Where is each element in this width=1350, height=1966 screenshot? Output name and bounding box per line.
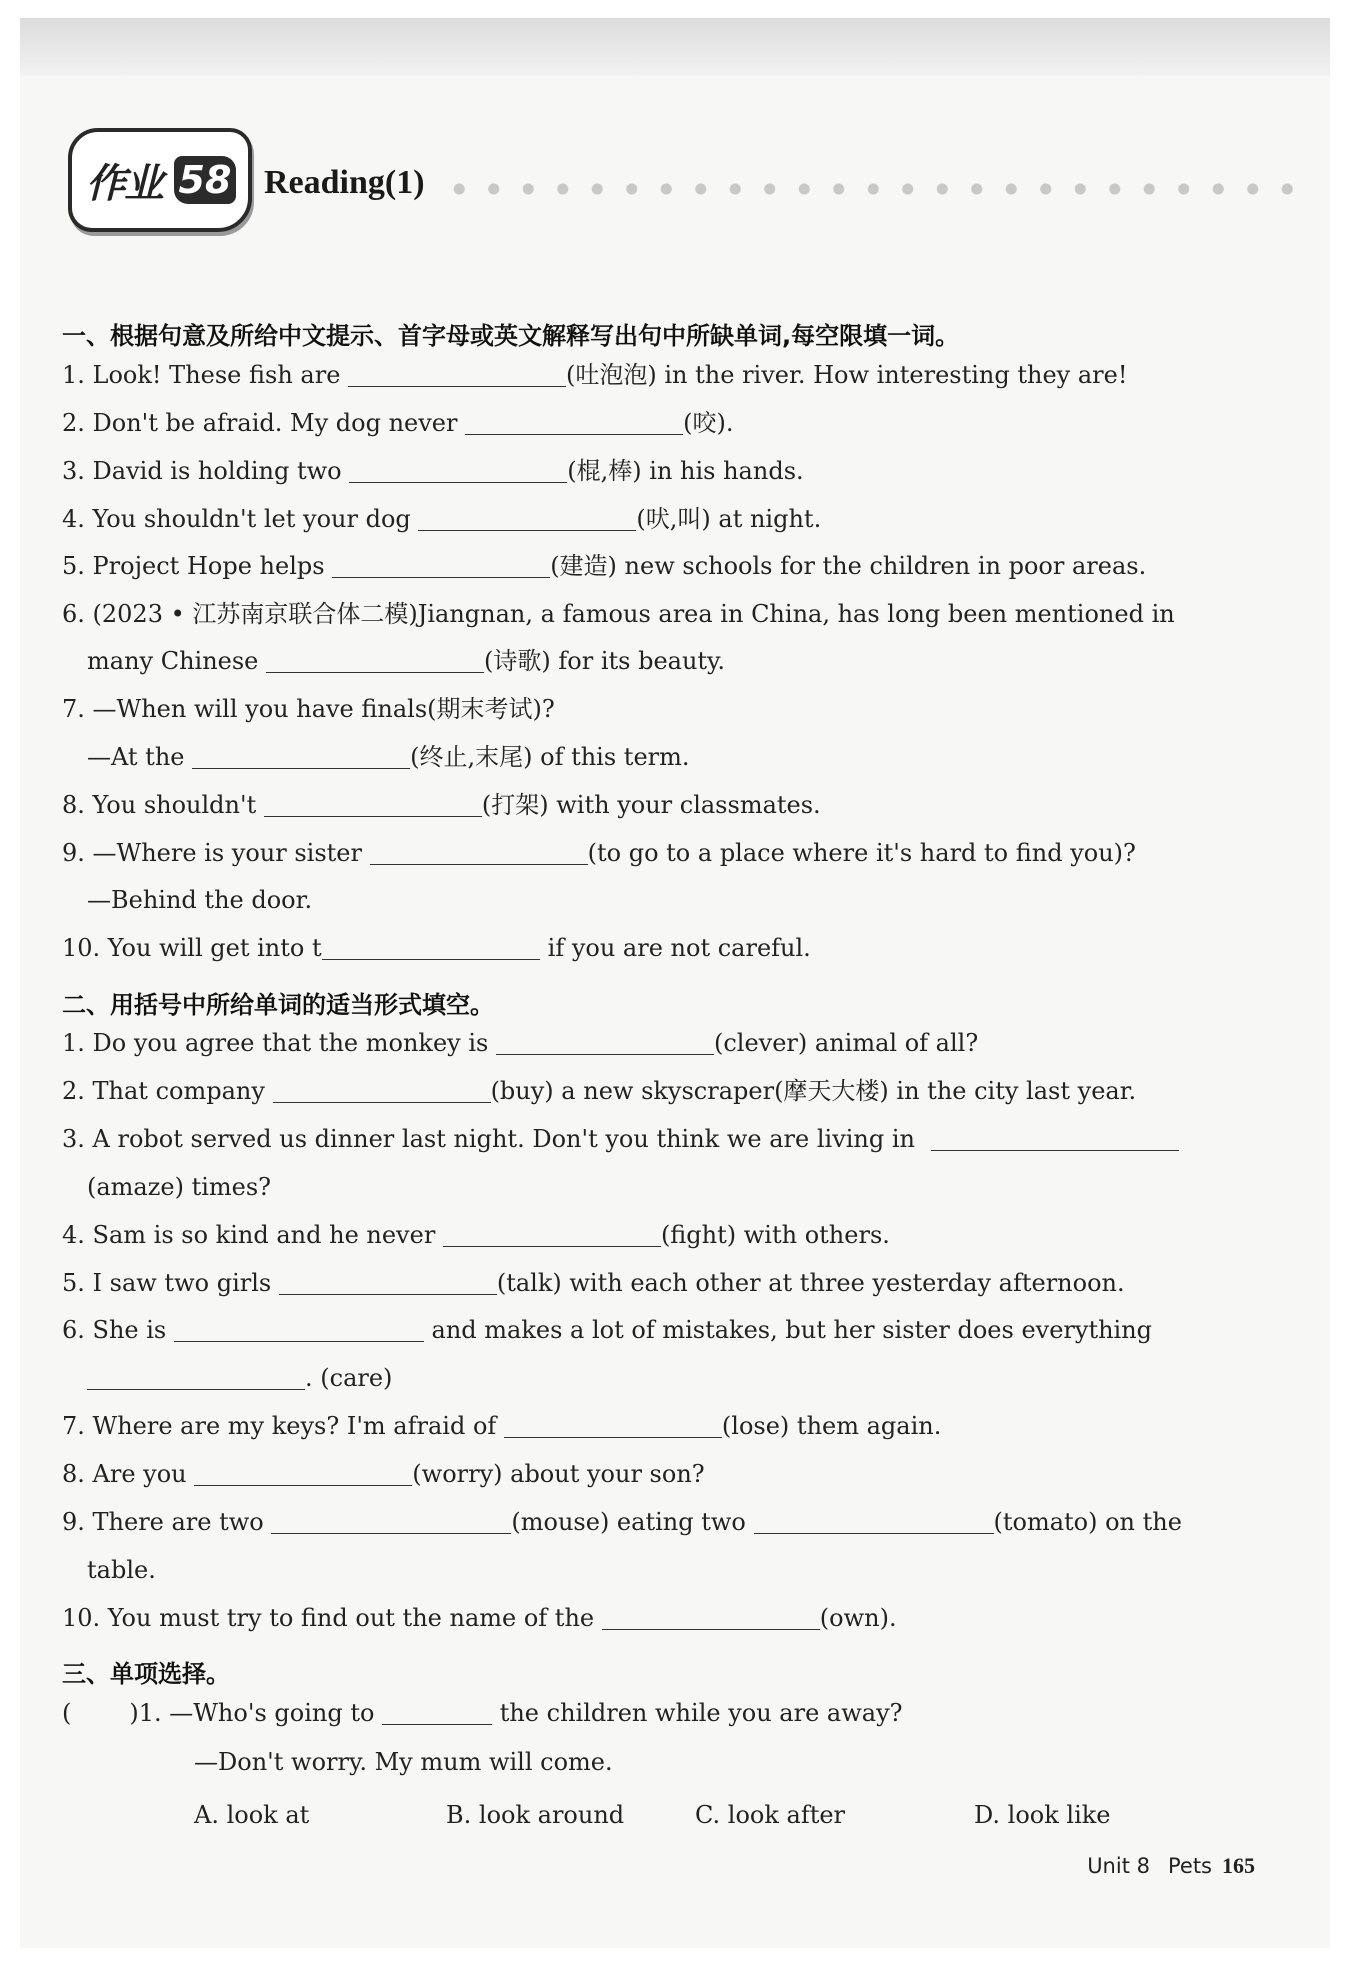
s3-q1-option-c[interactable]: C. look after <box>695 1801 846 1829</box>
s2-q10 <box>62 1601 1242 1635</box>
s2-q7 <box>62 1409 1242 1443</box>
s1-q10-blank[interactable] <box>322 933 540 960</box>
s2-q5-blank[interactable] <box>279 1268 497 1295</box>
s1-q10 <box>62 931 1242 965</box>
s1-q6-post: (诗歌) for its beauty. <box>484 647 726 675</box>
s1-q8-pre: 8. You shouldn't <box>62 791 257 819</box>
s2-q5-pre: 5. I saw two girls <box>62 1269 272 1297</box>
s2-q7-blank[interactable] <box>504 1411 722 1438</box>
s1-q1 <box>62 358 1242 392</box>
lesson-title: Reading(1) <box>264 164 425 201</box>
s3-q1-option-a[interactable]: A. look at <box>194 1801 310 1829</box>
s2-q3-pre: 3. A robot served us dinner last night. Don't you think we are living in <box>62 1125 916 1153</box>
s2-q4 <box>62 1218 1242 1252</box>
s2-q1-blank[interactable] <box>496 1028 714 1055</box>
s1-q5-post: (建造) new schools for the children in poor areas. <box>550 552 1147 580</box>
s1-q7-line1: 7. —When will you have finals(期末考试)? <box>62 695 555 723</box>
s2-q1-pre: 1. Do you agree that the monkey is <box>62 1029 489 1057</box>
s2-q10-post: (own). <box>819 1604 897 1632</box>
footer-unit: Unit 8 <box>1087 1854 1150 1878</box>
page-footer <box>1087 1853 1255 1879</box>
s1-q6-line2 <box>87 644 1267 678</box>
s2-q8-post: (worry) about your son? <box>412 1460 705 1488</box>
section2-title: 二、用括号中所给单词的适当形式填空。 <box>62 991 494 1019</box>
s3-q1-paren: ( <box>62 1699 72 1727</box>
s1-q1-blank[interactable] <box>348 360 566 387</box>
s1-q1-post: (吐泡泡) in the river. How interesting they are! <box>566 361 1128 389</box>
footer-topic: Pets <box>1167 1854 1212 1878</box>
s1-q6-line1: 6. (2023 • 江苏南京联合体二模)Jiangnan, a famous area in China, has long been mentioned in <box>62 600 1175 628</box>
s3-q1-blank[interactable] <box>382 1698 492 1725</box>
s2-q6-line2 <box>87 1361 1267 1395</box>
s1-q3-post: (棍,棒) in his hands. <box>567 457 804 485</box>
s2-q3 <box>62 1122 1242 1156</box>
s1-q7-pre: —At the <box>87 743 185 771</box>
s2-q9 <box>62 1505 1242 1539</box>
s1-q7-post: (终止,末尾) of this term. <box>410 743 690 771</box>
s1-q9-pre: 9. —Where is your sister <box>62 839 362 867</box>
s1-q8-post: (打架) with your classmates. <box>481 791 821 819</box>
s2-q4-blank[interactable] <box>443 1220 661 1247</box>
s2-q9-blank1[interactable] <box>271 1507 511 1534</box>
s2-q8-blank[interactable] <box>194 1459 412 1486</box>
badge-number: 58 <box>174 156 236 204</box>
s1-q2-post: (咬). <box>683 409 734 437</box>
s2-q2-pre: 2. That company <box>62 1077 265 1105</box>
s1-q7-blank[interactable] <box>192 742 410 769</box>
s2-q7-post: (lose) them again. <box>721 1412 942 1440</box>
s2-q2-blank[interactable] <box>273 1076 491 1103</box>
s1-q4-blank[interactable] <box>418 504 636 531</box>
s2-q9-pre: 9. There are two <box>62 1508 264 1536</box>
s1-q5 <box>62 549 1242 583</box>
s2-q6-blank2[interactable] <box>87 1363 305 1390</box>
s3-q1 <box>62 1696 1242 1730</box>
s2-q2 <box>62 1074 1242 1108</box>
s1-q10-post: if you are not careful. <box>547 934 811 962</box>
s1-q6-blank[interactable] <box>266 646 484 673</box>
s2-q4-post: (fight) with others. <box>660 1221 890 1249</box>
s1-q2-blank[interactable] <box>465 408 683 435</box>
section3-title: 三、单项选择。 <box>62 1660 230 1688</box>
s1-q8-blank[interactable] <box>264 790 482 817</box>
s1-q3 <box>62 454 1242 488</box>
s2-q3-blank[interactable] <box>931 1124 1179 1151</box>
s1-q7-line2 <box>87 740 1267 774</box>
s1-q9-post: (to go to a place where it's hard to find you)? <box>587 839 1136 867</box>
s3-q1-option-b[interactable]: B. look around <box>446 1801 625 1829</box>
s1-q3-blank[interactable] <box>349 456 567 483</box>
section1-title: 一、根据句意及所给中文提示、首字母或英文解释写出句中所缺单词,每空限填一词。 <box>62 322 960 350</box>
s1-q2-pre: 2. Don't be afraid. My dog never <box>62 409 458 437</box>
s1-q2 <box>62 406 1242 440</box>
s2-q2-post: (buy) a new skyscraper(摩天大楼) in the city last year. <box>490 1077 1137 1105</box>
s2-q9-line2: table. <box>87 1556 156 1584</box>
badge-label: 作业 <box>86 161 162 207</box>
s3-q1-post: the children while you are away? <box>499 1699 903 1727</box>
s1-q1-pre: 1. Look! These fish are <box>62 361 341 389</box>
s2-q6-blank1[interactable] <box>174 1315 424 1342</box>
s2-q7-pre: 7. Where are my keys? I'm afraid of <box>62 1412 497 1440</box>
s1-q5-pre: 5. Project Hope helps <box>62 552 325 580</box>
s2-q10-pre: 10. You must try to find out the name of the <box>62 1604 595 1632</box>
s2-q9-blank2[interactable] <box>754 1507 994 1534</box>
s1-q10-pre: 10. You will get into t <box>62 934 322 962</box>
s2-q6-mid: and makes a lot of mistakes, but her sister does everything <box>431 1316 1153 1344</box>
s2-q1-post: (clever) animal of all? <box>713 1029 979 1057</box>
s1-q3-pre: 3. David is holding two <box>62 457 342 485</box>
s3-q1-line2: —Don't worry. My mum will come. <box>194 1748 613 1776</box>
s1-q9-line2: —Behind the door. <box>87 886 313 914</box>
s1-q4-post: (吠,叫) at night. <box>636 505 822 533</box>
s2-q5 <box>62 1266 1242 1300</box>
s2-q8 <box>62 1457 1242 1491</box>
s1-q4 <box>62 502 1242 536</box>
page-number: 165 <box>1222 1853 1255 1878</box>
s3-q1-pre: )1. —Who's going to <box>129 1699 375 1727</box>
s2-q8-pre: 8. Are you <box>62 1460 187 1488</box>
s2-q9-post: (tomato) on the <box>993 1508 1182 1536</box>
s2-q5-post: (talk) with each other at three yesterday afternoon. <box>496 1269 1125 1297</box>
s1-q4-pre: 4. You shouldn't let your dog <box>62 505 411 533</box>
s2-q10-blank[interactable] <box>602 1603 820 1630</box>
s2-q1 <box>62 1026 1242 1060</box>
s2-q6 <box>62 1313 1242 1347</box>
s2-q4-pre: 4. Sam is so kind and he never <box>62 1221 436 1249</box>
s1-q8 <box>62 788 1242 822</box>
s1-q6-pre: many Chinese <box>87 647 259 675</box>
s3-q1-option-d[interactable]: D. look like <box>974 1801 1111 1829</box>
s2-q9-mid: (mouse) eating two <box>511 1508 746 1536</box>
s1-q9-blank[interactable] <box>370 838 588 865</box>
s2-q6-pre: 6. She is <box>62 1316 167 1344</box>
s1-q9 <box>62 836 1242 870</box>
s2-q3-line2: (amaze) times? <box>87 1173 272 1201</box>
s2-q6-post: . (care) <box>305 1364 393 1392</box>
s1-q5-blank[interactable] <box>332 551 550 578</box>
